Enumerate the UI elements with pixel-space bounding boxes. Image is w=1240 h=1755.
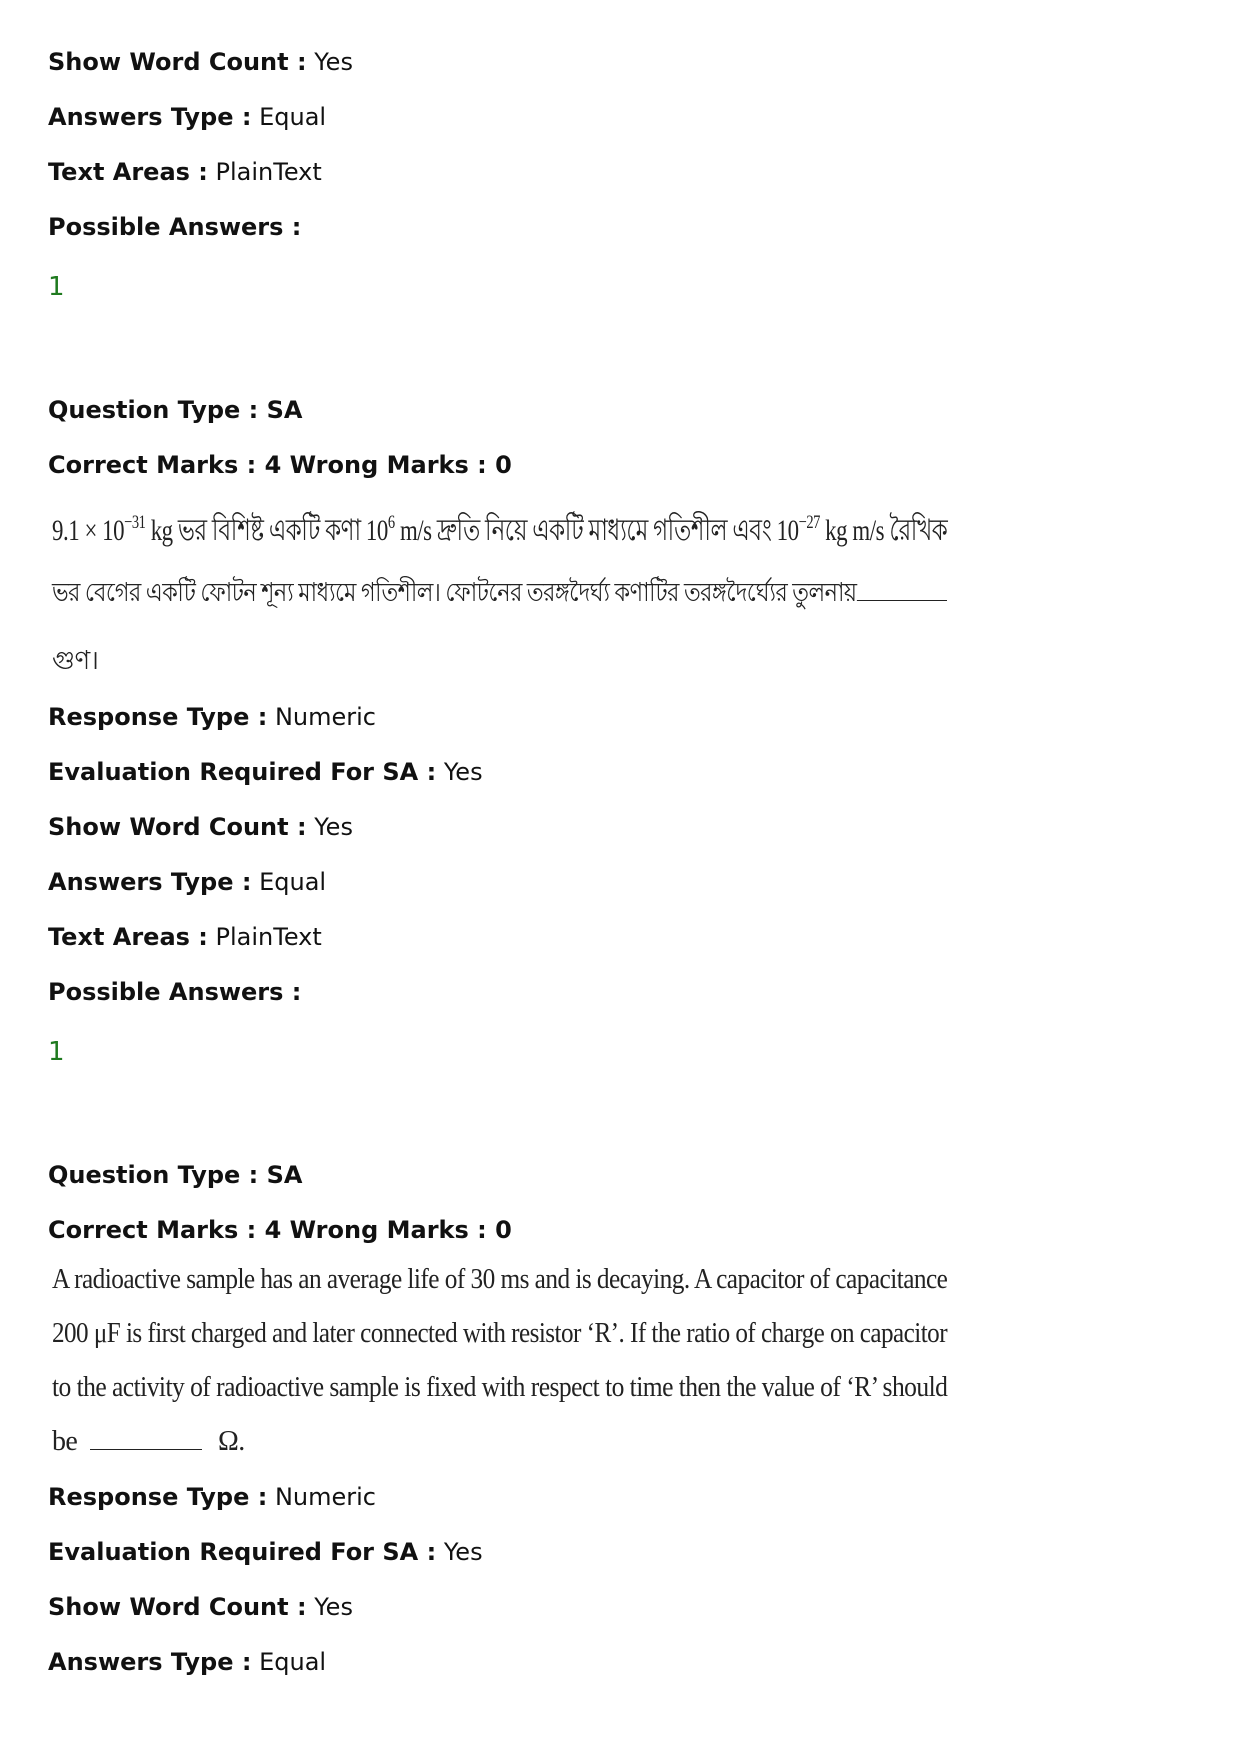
question-type-heading: Question Type : SA: [48, 1161, 303, 1189]
response-type-row: [48, 702, 376, 732]
text-areas-row: [48, 922, 322, 952]
question-line-3: to the activity of radioactive sample is fixed with respect to time then the value of ‘R’ should: [52, 1372, 948, 1403]
field-value: Yes: [314, 1593, 353, 1621]
field-label: Answers Type :: [48, 1648, 252, 1676]
field-label: Answers Type :: [48, 103, 252, 131]
field-label: Possible Answers :: [48, 978, 302, 1006]
field-value: Numeric: [274, 1483, 376, 1511]
answers-type-row: [48, 867, 326, 897]
question-line-2: 200 μF is first charged and later connected with resistor ‘R’. If the ratio of charge on capacitor: [52, 1318, 948, 1349]
field-label: Evaluation Required For SA :: [48, 1538, 437, 1566]
field-value: Equal: [259, 1648, 327, 1676]
question-type-heading: Question Type : SA: [48, 396, 303, 424]
question-line-1: $9.1 \times 10^{-31}$ kg ভর বিশিষ্ট একটি কণা $10^6$ m/s দ্রুতি নিয়ে একটি মাধ্যমে গতিশীল এবং $10^{-27}$ kg m/s রৈখিক: [52, 512, 948, 547]
field-label: Response Type :: [48, 703, 268, 731]
question-text-english: [52, 1262, 952, 1472]
evaluation-required-row: [48, 1537, 483, 1567]
text-areas-row: [48, 157, 322, 187]
show-word-count-row: [48, 1592, 353, 1622]
question-line-1: A radioactive sample has an average life of 30 ms and is decaying. A capacitor of capacitance: [52, 1264, 948, 1295]
field-value: Yes: [443, 1538, 483, 1566]
field-label: Evaluation Required For SA :: [48, 758, 437, 786]
answer-blank: [90, 1427, 202, 1450]
answers-type-row: [48, 102, 326, 132]
field-label: Text Areas :: [48, 923, 208, 951]
answer-blank: [857, 578, 947, 601]
field-value: PlainText: [215, 923, 322, 951]
field-value: PlainText: [215, 158, 322, 186]
field-label: Possible Answers :: [48, 213, 302, 241]
possible-answers-row: [48, 212, 301, 242]
question-line-2: ভর বেগের একটি ফোটন শূন্য মাধ্যমে গতিশীল। ফোটনের তরঙ্গদৈর্ঘ্য কণাটির তরঙ্গদৈর্ঘ্যের তুলনায়: [52, 572, 947, 616]
field-label: Show Word Count :: [48, 1593, 307, 1621]
field-value: Yes: [443, 758, 483, 786]
marks-heading: Correct Marks : 4 Wrong Marks : 0: [48, 451, 512, 479]
field-label: Answers Type :: [48, 868, 252, 896]
field-value: Equal: [259, 103, 327, 131]
answers-type-row: [48, 1647, 326, 1677]
field-value: Yes: [314, 48, 353, 76]
field-label: Show Word Count :: [48, 48, 307, 76]
marks-heading: Correct Marks : 4 Wrong Marks : 0: [48, 1216, 512, 1244]
field-value: Equal: [259, 868, 327, 896]
evaluation-required-row: [48, 757, 483, 787]
field-label: Response Type :: [48, 1483, 268, 1511]
field-label: Show Word Count :: [48, 813, 307, 841]
field-value: Yes: [314, 813, 353, 841]
question-line-4: be Ω.: [52, 1426, 245, 1457]
show-word-count-row: [48, 812, 353, 842]
possible-answer-value: 1: [48, 1037, 65, 1067]
field-label: Text Areas :: [48, 158, 208, 186]
question-line-3: গুণ।: [52, 646, 99, 675]
show-word-count-row: [48, 47, 353, 77]
question-text-bengali: [52, 500, 952, 680]
response-type-row: [48, 1482, 376, 1512]
possible-answers-row: [48, 977, 301, 1007]
possible-answer-value: 1: [48, 272, 65, 302]
field-value: Numeric: [274, 703, 376, 731]
